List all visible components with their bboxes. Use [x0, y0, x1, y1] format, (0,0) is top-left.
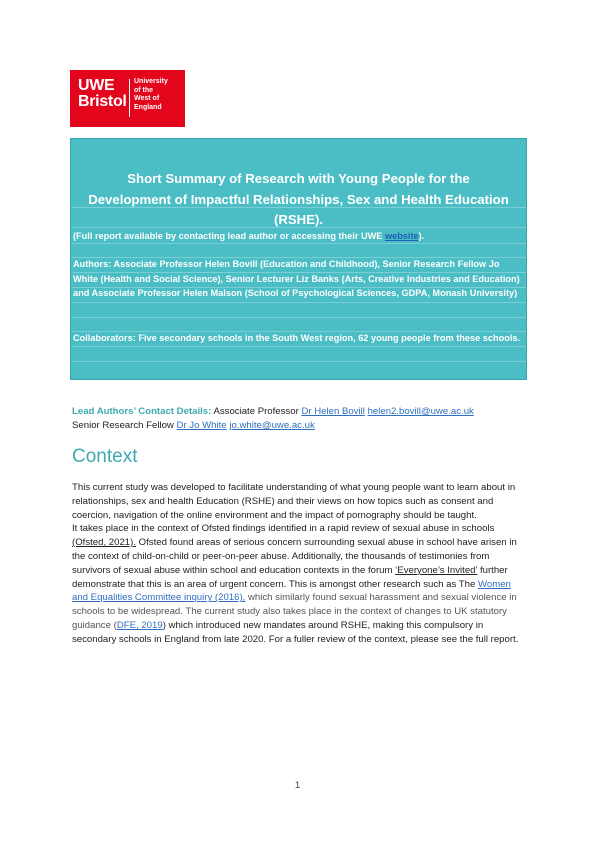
author-link-jo-white[interactable]: Dr Jo White — [176, 420, 227, 431]
p2-text-a: It takes place in the context of Ofsted findings identified in a rapid review of sexual abuse in schools — [72, 523, 495, 535]
availability-suffix: ). — [418, 231, 425, 241]
p2-text-e: ) which introduced new mandates around RSHE, making this compulsory in secondary schools in England from late 2020. For a fuller review of the context, please see the full report. — [72, 619, 519, 645]
p2-text-d: which similarly found sexual harassment and sexual violence in schools to be widespread. The current study also takes place in the context of changes to UK statutory guidance ( — [72, 592, 517, 631]
everyones-invited-link[interactable]: ‘Everyone’s Invited’ — [395, 564, 478, 576]
row-divider — [71, 361, 526, 362]
logo-line-uwe: UWE — [78, 77, 115, 94]
availability-text: (Full report available by contacting lead author or accessing their UWE — [73, 231, 385, 241]
row-divider — [71, 346, 526, 347]
p2-text-b: Ofsted found areas of serious concern surrounding sexual abuse in school have arisen in the context of child-on-child or peer-on-peer abuse. Additionally, the thousands of testimonies from survivors of sexual abuse within school and education contexts in the forum — [72, 537, 517, 576]
logo-tag-3: West of — [134, 95, 160, 102]
email-link-jo-white[interactable]: jo.white@uwe.ac.uk — [229, 420, 315, 431]
row-divider — [71, 317, 526, 318]
p2-text-c: further demonstrate that this is an area of urgent concern. This is amongst other research such as The — [72, 564, 508, 590]
contact-title-2: Senior Research Fellow — [72, 420, 177, 431]
contact-details — [72, 405, 474, 433]
uwe-bristol-logo — [70, 70, 185, 127]
contact-line-1 — [72, 405, 474, 419]
title-line-2: Development of Impactful Relationships, Sex and Health Education — [88, 191, 509, 207]
row-divider — [71, 302, 526, 303]
context-paragraph-2 — [72, 522, 524, 646]
logo-wordmark — [78, 78, 127, 110]
section-heading-context: Context — [72, 446, 138, 467]
author-link-helen-bovill[interactable]: Dr Helen Bovill — [301, 406, 365, 417]
page-number: 1 — [294, 780, 301, 791]
website-link[interactable]: website — [384, 231, 419, 241]
contact-title-1: Associate Professor — [211, 406, 302, 417]
contact-label: Lead Authors’ Contact Details: — [72, 406, 212, 417]
authors-text: Authors: Associate Professor Helen Bovill (Education and Childhood), Senior Research Fellow Jo White (Health and Social Science), Senior Lecturer Liz Banks (Arts, Creative Industries and Education) and Associate Professor Helen Malson (School of Psychological Sciences, GDPA, Monash University) — [73, 259, 520, 298]
dfe-link[interactable]: DFE, 2019 — [116, 619, 163, 631]
report-availability — [73, 230, 424, 243]
summary-title — [71, 169, 526, 231]
summary-box — [70, 138, 527, 380]
context-body — [72, 481, 524, 647]
row-divider — [71, 243, 526, 244]
logo-tag-4: England — [134, 103, 162, 111]
logo-tagline — [134, 78, 168, 112]
context-paragraph-1: This current study was developed to facilitate understanding of what young people want to learn about in relationships, sex and health Education (RSHE) and their views on how topics such as consent and coercion, navigation of the online environment and the impact of pornography should be taught. — [72, 482, 516, 521]
logo-line-bristol: Bristol — [78, 93, 127, 110]
collaborators-text: Collaborators: Five secondary schools in the South West region, 62 young people from these schools. — [73, 333, 521, 343]
contact-line-2 — [72, 419, 474, 433]
ofsted-link[interactable]: (Ofsted, 2021). — [72, 537, 136, 549]
logo-divider — [129, 79, 130, 117]
email-link-helen-bovill[interactable]: helen2.bovill@uwe.ac.uk — [367, 406, 474, 417]
title-line-1: Short Summary of Research with Young People for the — [127, 171, 470, 186]
women-equalities-link[interactable]: Women and Equalities Committee inquiry (2016), — [72, 578, 511, 604]
title-line-3: (RSHE). — [273, 212, 324, 227]
logo-tag-2: of the — [134, 86, 154, 94]
logo-tag-1: University — [134, 78, 168, 85]
